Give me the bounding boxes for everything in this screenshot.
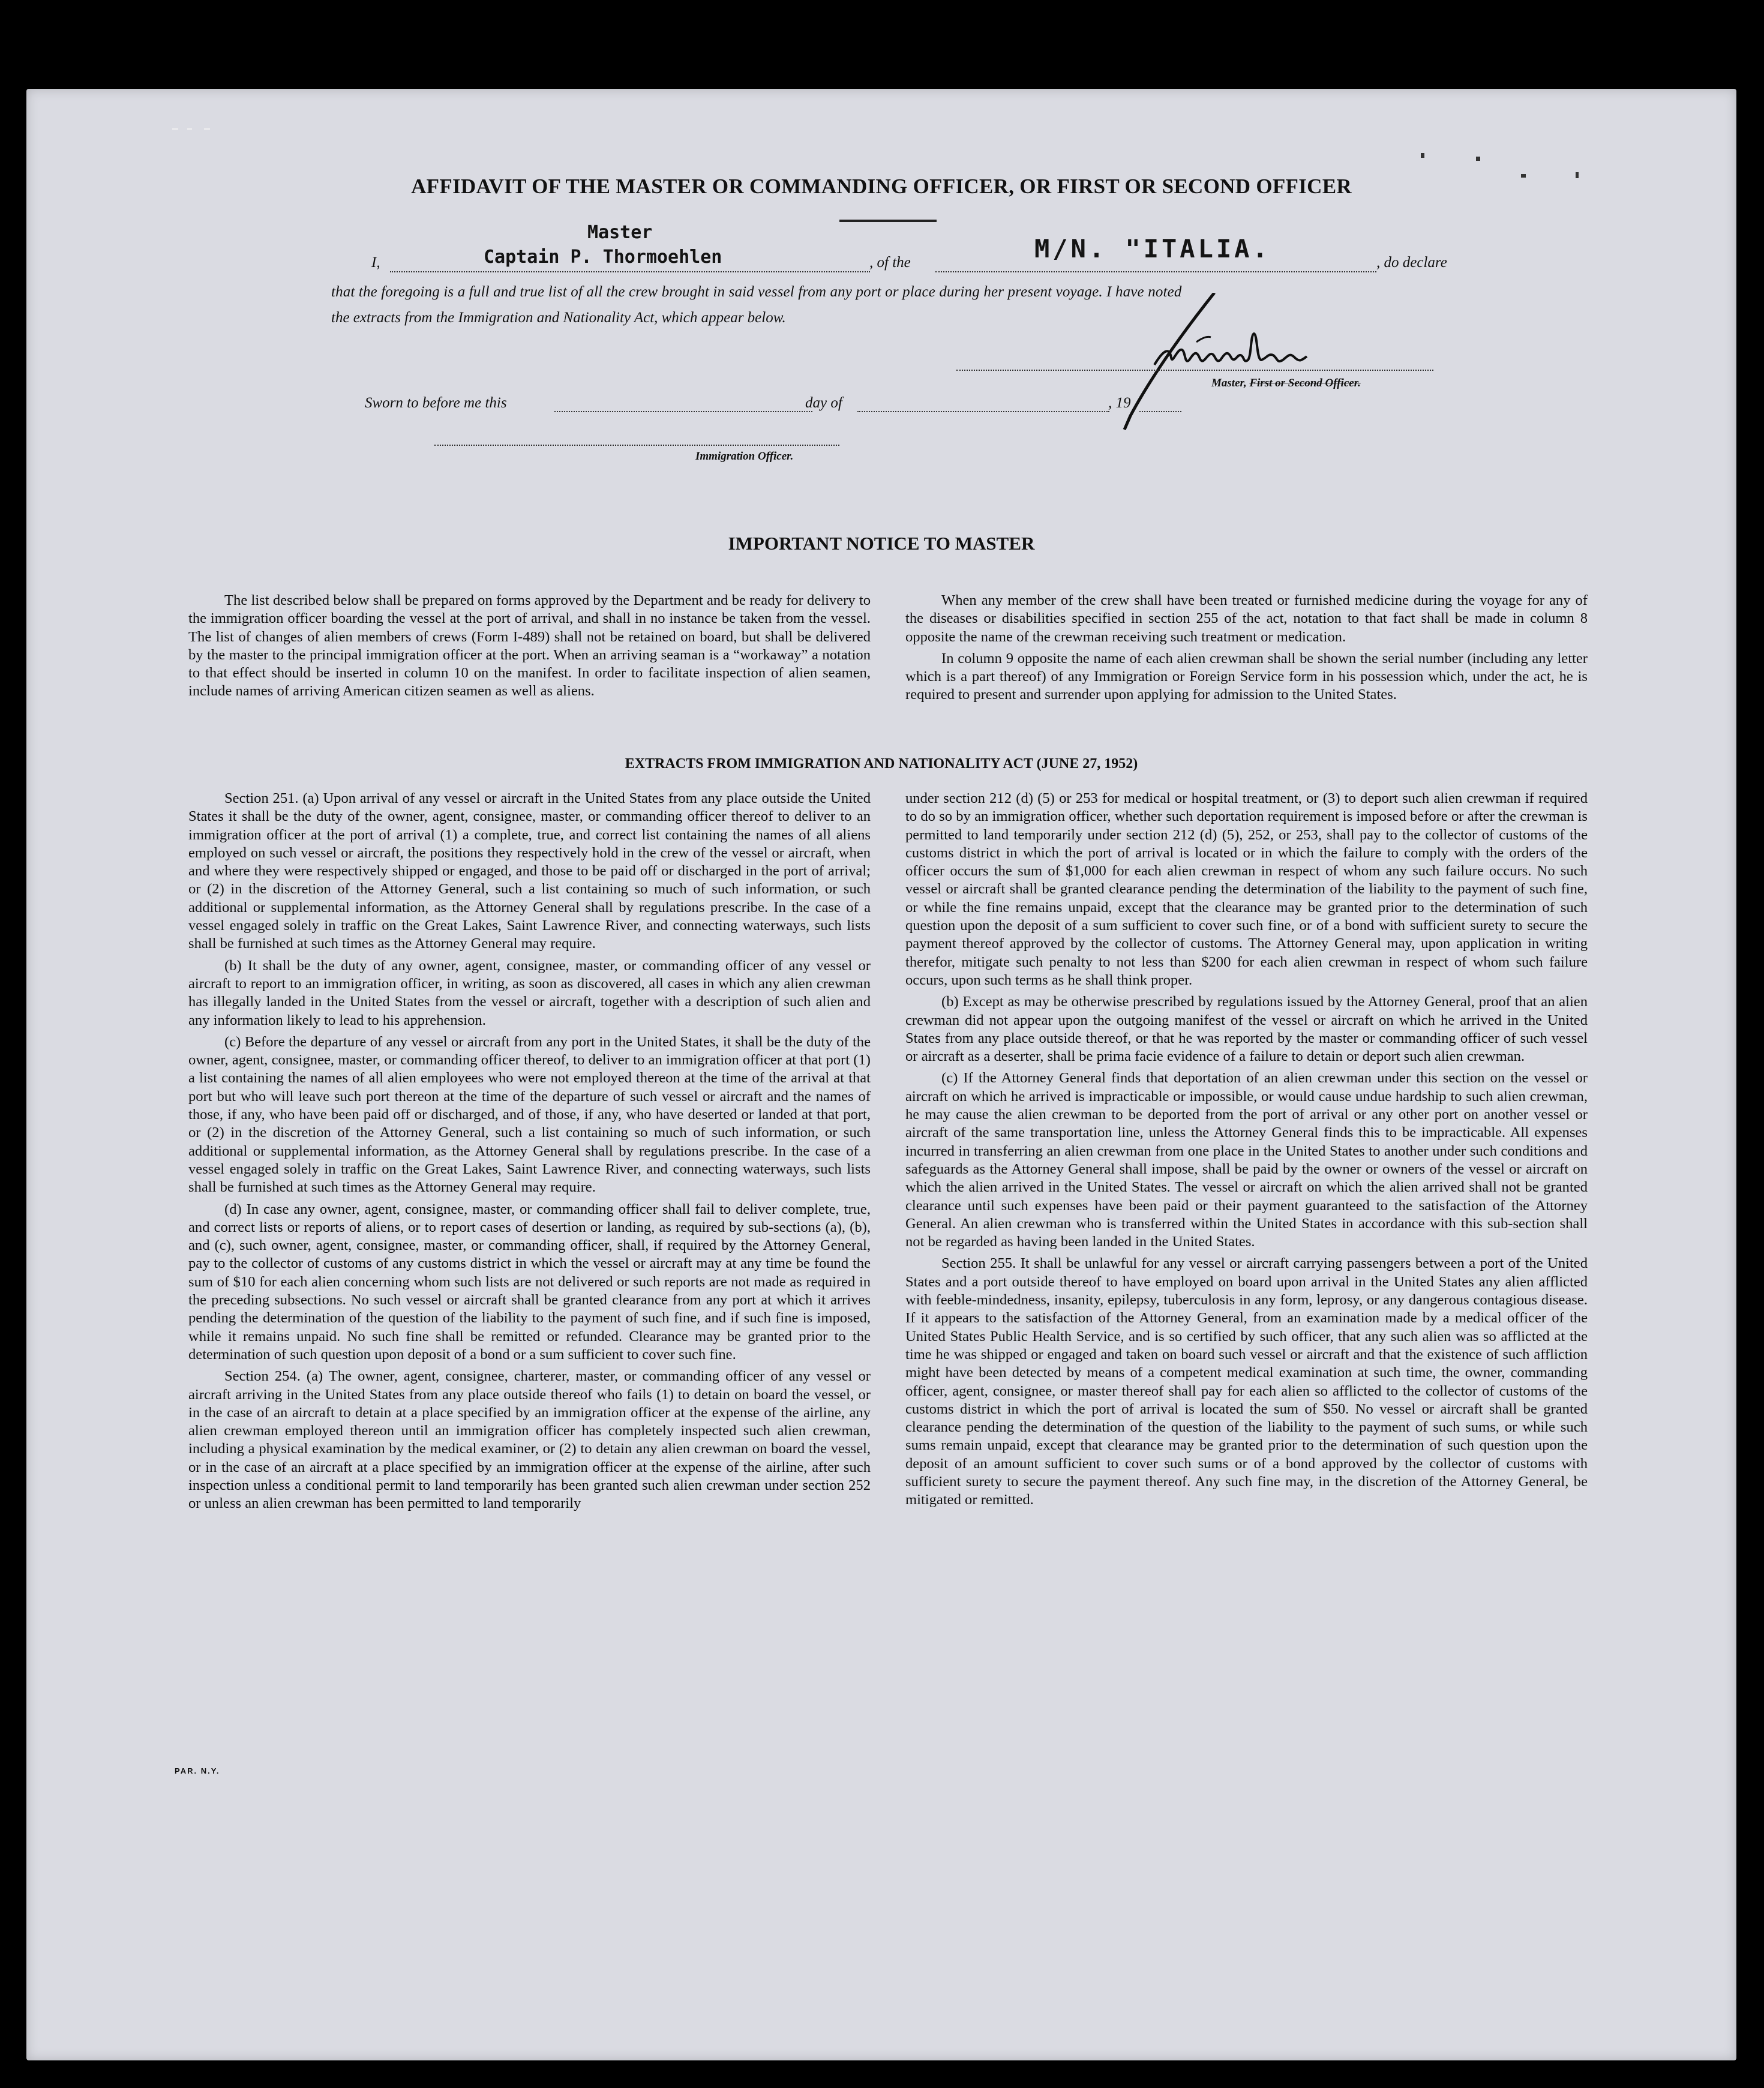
notice-right-column (905, 592, 1588, 708)
year-label: , 19 (1108, 395, 1131, 411)
sworn-day-line (554, 404, 812, 412)
title-rule (839, 220, 937, 222)
sworn-year-line (1139, 404, 1181, 412)
notice-right-paragraph-2: In column 9 opposite the name of each alien crewman shall be shown the serial number (including any letter which is a part thereof) of any Immigration or Foreign Service form in his possession which, under the act, he is required to present and surrender upon applying for admission to the United States. (905, 650, 1588, 703)
master-handwritten: Master (587, 222, 653, 243)
section-251-d: (d) In case any owner, agent, consignee, master, or commanding officer shall fail to deliver complete, true, and correct lists or reports of aliens, or to report cases of desertion or landing, as required by sub-sections (a), (b), and (c), such owner, agent, consignee, master, or commanding officer, shall, if required by the Attorney General, pay to the collector of customs of any customs district in which the vessel or aircraft may at any time be found the sum of $10 for each alien concerning whom such lists are not delivered or such reports are not made as required in the preceding subsections. No such vessel or aircraft shall be granted clearance from any port at which it arrives pending the determination of the question of the liability to the payment of such fine, and if such fine is imposed, while it remains unpaid. No such fine shall be remitted or refunded. Clearance may be granted prior to the determination of such question upon deposit of a bond or a sum sufficient to cover such fine. (188, 1201, 871, 1363)
scan-speck (1576, 172, 1579, 178)
scan-speck (172, 128, 178, 130)
notice-right-paragraph-1: When any member of the crew shall have been treated or furnished medicine during the voyage for any of the diseases or disabilities specified in section 255 of the act, notation to that fact shall be made in column 8 opposite the name of the crewman receiving such treatment or medication. (905, 592, 1588, 645)
sworn-month-line (857, 404, 1109, 412)
form-paper (26, 89, 1736, 2060)
section-251-a: Section 251. (a) Upon arrival of any vessel or aircraft in the United States from any place outside the United States it shall be the duty of the owner, agent, consignee, master, or commanding officer thereof to deliver to an immigration officer at the port of arrival (1) a complete, true, and correct list containing the names of all aliens employed on such vessel or aircraft, the positions they respectively hold in the crew of the vessel or aircraft, when and where they were respectively shipped or engaged, and those to be paid off or discharged in the port of arrival; or (2) in the discretion of the Attorney General, such a list containing so much of such information, or such additional or supplemental information, as the Attorney General shall by regulations prescribe. In the case of a vessel engaged solely in traffic on the Great Lakes, Saint Lawrence River, and connecting waterways, such lists shall be furnished at such times as the Attorney General may require. (188, 790, 871, 952)
scan-speck (1476, 157, 1480, 161)
affidavit-statement-line: that the foregoing is a full and true list of all the crew brought in said vessel from any port or place during her present voyage. I have noted (331, 284, 1182, 300)
section-254-a-continued: under section 212 (d) (5) or 253 for medical or hospital treatment, or (3) to deport such alien crewman if required to do so by an immigration officer, whether such deportation requirement is imposed before or after the crewman is permitted to land temporarily under section 212 (d) (5), 252, or 253, shall pay to the collector of customs of the customs district in which the port of arrival is located or in which the failure to comply with the orders of the officer occurs the sum of $1,000 for each alien crewman in respect of whom any such failure occurs. No such vessel or aircraft shall be granted clearance pending the determination of the liability to the payment of such fine, or while the fine remains unpaid, except that the clearance may be granted prior to the determination of such question upon the deposit of a sum sufficient to cover such fine, or of a bond with sufficient surety to secure the payment thereof approved by the collector of customs. The Attorney General may, upon application in writing therefor, mitigate such penalty to not less than $200 for each alien crewman in respect of whom such failure occurs, upon such terms as he shall think proper. (905, 790, 1588, 988)
scan-speck (187, 128, 192, 130)
signature-caption (1211, 377, 1361, 390)
scan-speck (204, 128, 210, 130)
do-declare-label: , do declare (1376, 254, 1447, 271)
notice-left-paragraph: The list described below shall be prepared on forms approved by the Department and be ready for delivery to the immigration officer boarding the vessel at the port of arrival, and shall in no instance be taken from the vessel. The list of changes of alien members of crews (Form I-489) shall not be retained on board, but shall be delivered by the master to the principal immigration officer at the port. When an arriving seaman is a “workaway” a notation to that effect should be inserted in column 10 on the manifest. In order to facilitate inspection of alien seamen, include names of arriving American citizen seamen as well as aliens. (188, 592, 871, 700)
immigration-officer-label: Immigration Officer. (695, 450, 794, 463)
affidavit-title: AFFIDAVIT OF THE MASTER OR COMMANDING OFFICER, OR FIRST OR SECOND OFFICER (411, 175, 1352, 198)
section-251-c: (c) Before the departure of any vessel or aircraft from any port in the United States, it shall be the duty of the owner, agent, consignee, master, or commanding officer thereof, to deliver to an immigration officer at that port (1) a list containing the names of all alien employees who were not employed thereon at the time of the arrival at that port but who will leave such port thereon at the time of the departure of such vessel or aircraft and the names of those, if any, who have been paid off or discharged, and of those, if any, who have deserted or landed at that port, or (2) in the discretion of the Attorney General, such a list containing so much of such information, or such additional or supplemental information, as the Attorney General shall by regulations prescribe. In the case of a vessel engaged solely in traffic on the Great Lakes, Saint Lawrence River, and connecting waterways, such lists shall be furnished at such times as the Attorney General may require. (188, 1033, 871, 1196)
i-label: I, (371, 254, 380, 271)
caption-struck-officer: First or Second Officer. (1249, 377, 1361, 389)
notice-left-column (188, 592, 871, 704)
printer-mark: PAR. N.Y. (175, 1766, 220, 1775)
immigration-officer-line (434, 440, 839, 446)
affidavit-extracts-line: the extracts from the Immigration and Nationality Act, which appear below. (331, 310, 786, 326)
extracts-right-column (905, 790, 1588, 1513)
section-251-b: (b) It shall be the duty of any owner, agent, consignee, master, or commanding officer of any vessel or aircraft to report to an immigration officer, in writing, as soon as discovered, all cases in which any alien crewman has illegally landed in the United States from the vessel or aircraft, together with a description of such alien and any information likely to lead to his apprehension. (188, 957, 871, 1028)
notice-title: IMPORTANT NOTICE TO MASTER (728, 533, 1035, 554)
vessel-line (935, 263, 1376, 272)
scan-speck (1521, 174, 1526, 178)
section-255: Section 255. It shall be unlawful for any vessel or aircraft carrying passengers between a port of the United States and a port outside thereof to have employed on board upon arrival in the United States any alien afflicted with feeble-mindedness, insanity, epilepsy, tuberculosis in any form, leprosy, or any dangerous contagious disease. If it appears to the satisfaction of the Attorney General, from an examination made by a medical officer of the United States Public Health Service, and is so certified by such officer, that any such alien was so afflicted at the time he was shipped or engaged and taken on board such vessel or aircraft and that the existence of such affliction might have been detected by means of a competent medical examination at such time, the owner, commanding officer, agent, consignee, or master thereof shall pay for each alien so afflicted to the collector of customs of the customs district in which the port of arrival is located the sum of $50. No vessel or aircraft shall be granted clearance pending the determination of the question of the liability to the payment of such sums, or while such sums remain unpaid, except that clearance may be granted prior to the determination of such question upon the deposit of an amount sufficient to cover such sums or of a bond approved by the collector of customs with sufficient surety to secure the payment thereof. Any such fine may, in the discretion of the Attorney General, be mitigated or remitted. (905, 1255, 1588, 1508)
of-the-label: , of the (869, 254, 911, 271)
section-254-b: (b) Except as may be otherwise prescribed by regulations issued by the Attorney General, proof that an alien crewman did not appear upon the outgoing manifest of the vessel or aircraft on which he arrived in the United States from any place outside thereof, or that he was reported by the master or commanding officer of such vessel or aircraft as a deserter, shall be prima facie evidence of a failure to detain or deport such alien crewman. (905, 994, 1588, 1065)
extracts-left-column (188, 790, 871, 1517)
caption-master: Master, (1211, 377, 1247, 389)
section-254-a: Section 254. (a) The owner, agent, consignee, charterer, master, or commanding officer of any vessel or aircraft arriving in the United States from any place outside thereof who fails (1) to detain on board the vessel, or in the case of an aircraft to detain at a place specified by an immigration officer at the expense of the airline, any alien crewman employed thereon until an immigration officer has completely inspected such alien crewman, including a physical examination by the medical examiner, or (2) to detain any alien crewman on board the vessel, or in the case of an aircraft at a place specified by an immigration officer at the expense of the airline, after such inspection unless a conditional permit to land temporarily has been granted such alien crewman under section 252 or unless an alien crewman has been permitted to land temporarily (188, 1368, 871, 1512)
section-254-c: (c) If the Attorney General finds that deportation of an alien crewman under this section on the vessel or aircraft on which he arrived is impracticable or impossible, or would cause undue hardship to such alien crewman, he may cause the alien crewman to be deported from the port of arrival or any other port on another vessel or aircraft of the same transportation line, unless the Attorney General finds this to be impracticable. All expenses incurred in transferring an alien crewman from one place in the United States to another under such conditions and safeguards as the Attorney General shall impose, shall be paid by the owner or owners of the vessel or aircraft on which the alien arrived in the United States. The vessel or aircraft on which the alien arrived shall not be granted clearance until such expenses have been paid or their payment guaranteed to the satisfaction of the Attorney General. An alien crewman who is transferred within the United States in accordance with this sub-section shall not be regarded as having been landed in the United States. (905, 1070, 1588, 1250)
day-of-label: day of (805, 395, 842, 411)
scan-speck (1421, 153, 1424, 158)
sworn-label: Sworn to before me this (365, 395, 507, 411)
captain-name: Captain P. Thormoehlen (484, 247, 722, 268)
signature-line (956, 365, 1433, 371)
vessel-name: M/N. "ITALIA. (1034, 234, 1271, 263)
extracts-title: EXTRACTS FROM IMMIGRATION AND NATIONALITY ACT (JUNE 27, 1952) (625, 756, 1138, 772)
